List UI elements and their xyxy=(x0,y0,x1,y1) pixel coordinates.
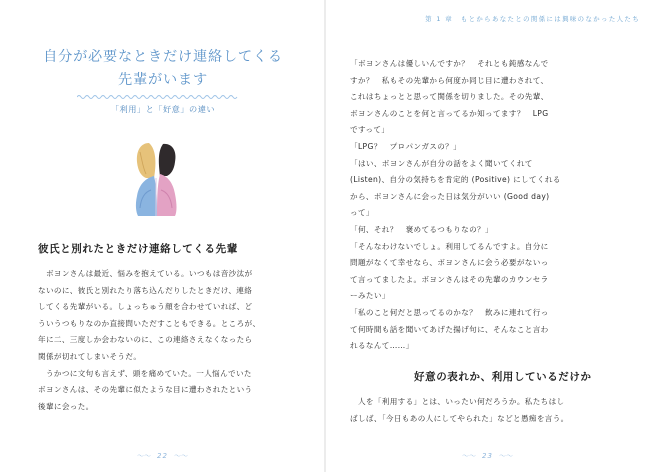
section-heading-right: 好意の表れか、利用しているだけか xyxy=(414,371,592,383)
right-page xyxy=(325,0,650,472)
paragraph-line: これはちょっとと思って関係を切りました。その先輩、 xyxy=(350,92,549,102)
paragraph-line: うかつに文句も言えず、頭を痛めていた。一人悩んでいた xyxy=(38,368,252,378)
right-body-text xyxy=(350,56,632,355)
paragraph-line: ボヨンさんのことを何と言ってるか知ってます？ LPG xyxy=(350,108,549,118)
paragraph-line: 「はい、ボヨンさんが自分の話をよく聞いてくれて xyxy=(350,158,533,168)
paragraph-line: から、ボヨンさんに会った日は気分がいい (Good day) xyxy=(350,191,550,201)
paragraph-line: れるなんて……」 xyxy=(350,341,414,351)
paragraph-line: 関係が切れてしまいそうだ。 xyxy=(38,351,142,361)
paragraph-line: て言ってましたよ。ボヨンさんはその先輩のカウンセラ xyxy=(350,274,549,284)
paragraph-line: ないのに、彼氏と別れたり落ち込んだりしたときだけ、連絡 xyxy=(38,285,253,295)
paragraph-line: 「私のこと何だと思ってるのかな？ 飲みに連れて行っ xyxy=(350,307,549,317)
left-body-text xyxy=(38,266,300,415)
paragraph-line: 「LPG？ プロパンガスの？」 xyxy=(350,141,462,151)
section-heading-left: 彼氏と別れたときだけ連絡してくる先輩 xyxy=(38,243,238,255)
chapter-title xyxy=(18,46,308,92)
running-head: 第 1 章 もとからあなたとの関係には興味のなかった人たち xyxy=(425,15,640,23)
paragraph-line: 「何、それ？ 褒めてるつもりなの？」 xyxy=(350,224,493,234)
paragraph-line: 人を「利用する」とは、いったい何だろうか。私たちはし xyxy=(350,397,565,406)
paragraph-line: 「ボヨンさんは優しいんですか？ それとも鈍感なんで xyxy=(350,59,549,68)
paragraph-line: て何時間も話を聞いてあげた揚げ句に、そんなこと言わ xyxy=(350,324,549,334)
paragraph-line: すか？ 私もその先輩から何度か同じ目に遭わされて、 xyxy=(350,75,549,85)
chapter-title-line-1: 自分が必要なときだけ連絡してくる xyxy=(43,49,283,65)
paragraph-line: 「そんなわけないでしょ。利用してるんですよ。自分に xyxy=(350,241,549,251)
two-women-illustration xyxy=(127,140,185,218)
paragraph-line: してくる先輩がいる。しょっちゅう顔を合わせていれば、ど xyxy=(38,302,253,312)
chapter-title-line-2: 先輩がいます xyxy=(118,72,208,88)
paragraph-line: ボヨンさんは、その先輩に似たような目に遭わされたという xyxy=(38,385,253,395)
page-number-left: 〜〜 22 〜〜 xyxy=(137,452,188,460)
paragraph-line: (Listen)、自分の気持ちを肯定的 (Positive) にしてくれる xyxy=(350,175,561,185)
page-number-right: 〜〜 23 〜〜 xyxy=(462,452,513,460)
right-body-text-2 xyxy=(350,394,632,427)
paragraph-line: ーみたい」 xyxy=(350,291,390,301)
paragraph-line: ういうつもりなのか直接問いただすこともできる。ところが、 xyxy=(38,318,261,328)
paragraph-line: 問題がなくて幸せなら、ボヨンさんに会う必要がないっ xyxy=(350,258,549,268)
paragraph-line: ですって」 xyxy=(350,125,390,135)
paragraph-line: って」 xyxy=(350,208,374,218)
paragraph-line: 年に二、三度しか会わないのに、この連絡さえなくなったら xyxy=(38,335,253,345)
folio-number: 22 xyxy=(157,452,168,460)
paragraph-line: 後輩に会った。 xyxy=(38,401,94,411)
section-subtitle: 「利用」と「好意」の違い xyxy=(110,104,216,114)
paragraph-line: ばしば、「今日もあの人にしてやられた」などと愚痴を言う。 xyxy=(350,413,569,423)
paragraph-line: ボヨンさんは最近、悩みを抱えている。いつもは音沙汰が xyxy=(38,269,253,278)
folio-number: 23 xyxy=(482,452,493,460)
wave-divider xyxy=(77,94,239,100)
